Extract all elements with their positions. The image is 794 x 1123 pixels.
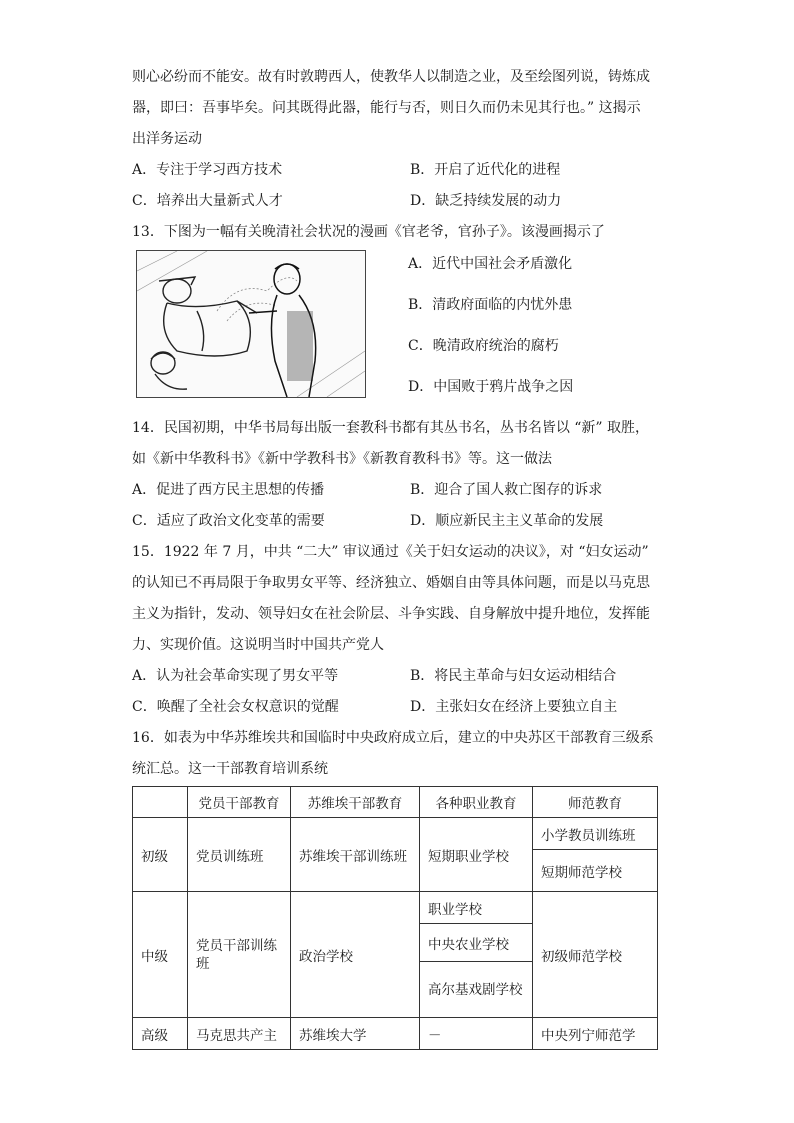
q14-option-b[interactable]: B．迎合了国人救亡图存的诉求 [410, 482, 603, 498]
table-header-cell: 各种职业教育 [420, 787, 533, 818]
table-cell: 马克思共产主 [188, 1018, 291, 1050]
table-row [133, 818, 658, 850]
table-cell: 高尔基戏剧学校 [420, 962, 533, 1018]
q12-line-3: 出洋务运动 [132, 131, 202, 147]
q12-line-1: 则心必纷而不能安。故有时敦聘西人，使教华人以制造之业，及至绘图列说，铸炼成 [132, 69, 650, 85]
q15-line-3: 主义为指针，发动、领导妇女在社会阶层、斗争实践、自身解放中提升地位，发挥能 [132, 606, 650, 622]
q15-option-b[interactable]: B．将民主革命与妇女运动相结合 [410, 668, 617, 684]
table-cell: 中央列宁师范学 [533, 1018, 658, 1050]
table-cell: 苏维埃干部训练班 [291, 818, 420, 892]
table-row [133, 892, 658, 924]
q15-line-2: 的认知已不再局限于争取男女平等、经济独立、婚姻自由等具体问题，而是以马克思 [132, 575, 650, 591]
table-cell: 职业学校 [420, 892, 533, 924]
q14-option-a[interactable]: A．促进了西方民主思想的传播 [132, 482, 325, 498]
q15-options-row-2 [132, 692, 664, 723]
table-cell: 中央农业学校 [420, 924, 533, 962]
table-row [133, 1018, 658, 1050]
q14-options-row-2 [132, 506, 664, 537]
table-header-row [133, 787, 658, 818]
table-cell: 初级师范学校 [533, 892, 658, 1018]
q13-options [408, 248, 573, 412]
question-16 [132, 723, 664, 1050]
table-cell: － [420, 1018, 533, 1050]
question-15 [132, 537, 664, 723]
table-cell: 中级 [133, 892, 188, 1018]
q14-option-c[interactable]: C．适应了政治文化变革的需要 [132, 513, 325, 529]
q14-line-2: 如《新中华教科书》《新中学教科书》《新教育教科书》等。这一做法 [132, 451, 552, 467]
table-cell: 初级 [133, 818, 188, 892]
q12-options-row-2 [132, 186, 664, 217]
table-cell: 短期职业学校 [420, 818, 533, 892]
cartoon-image [136, 250, 366, 398]
table-cell: 高级 [133, 1018, 188, 1050]
table-cell: 党员干部训练班 [188, 892, 291, 1018]
q14-line-1: 14．民国初期，中华书局每出版一套教科书都有其丛书名，丛书名皆以 “新” 取胜， [132, 420, 650, 436]
table-cell: 短期师范学校 [533, 850, 658, 892]
table-cell: 政治学校 [291, 892, 420, 1018]
cartoon-drawing [137, 251, 365, 397]
question-12 [132, 62, 664, 217]
question-14 [132, 413, 664, 537]
q13-stem: 13．下图为一幅有关晚清社会状况的漫画《官老爷，官孙子》。该漫画揭示了 [132, 224, 605, 240]
q13-option-b[interactable]: B．清政府面临的内忧外患 [408, 297, 573, 313]
q15-option-c[interactable]: C．唤醒了全社会女权意识的觉醒 [132, 699, 339, 715]
table-cell: 党员训练班 [188, 818, 291, 892]
q15-option-d[interactable]: D．主张妇女在经济上要独立自主 [410, 699, 618, 715]
table-cell: 小学教员训练班 [533, 818, 658, 850]
q13-option-d[interactable]: D．中国败于鸦片战争之因 [408, 379, 574, 395]
q12-option-c[interactable]: C．培养出大量新式人才 [132, 193, 283, 209]
q16-line-2: 统汇总。这一干部教育培训系统 [132, 761, 328, 777]
q12-options-row-1 [132, 155, 664, 186]
q15-line-4: 力、实现价值。这说明当时中国共产党人 [132, 637, 384, 653]
cadre-education-table [132, 786, 658, 1050]
table-cell: 苏维埃大学 [291, 1018, 420, 1050]
q16-line-1: 16．如表为中华苏维埃共和国临时中央政府成立后，建立的中央苏区干部教育三级系 [132, 730, 654, 746]
table-header-cell: 党员干部教育 [188, 787, 291, 818]
q13-option-a[interactable]: A．近代中国社会矛盾激化 [408, 256, 573, 272]
q15-line-1: 15．1922 年 7 月，中共 “二大” 审议通过《关于妇女运动的决议》，对 “妇女运动” [132, 544, 649, 560]
q15-option-a[interactable]: A．认为社会革命实现了男女平等 [132, 668, 339, 684]
q14-options-row-1 [132, 475, 664, 506]
q12-option-d[interactable]: D．缺乏持续发展的动力 [410, 193, 562, 209]
table-header-cell [133, 787, 188, 818]
table-header-cell: 师范教育 [533, 787, 658, 818]
q12-option-a[interactable]: A．专注于学习西方技术 [132, 162, 283, 178]
q13-option-c[interactable]: C．晚清政府统治的腐朽 [408, 338, 559, 354]
table-header-cell: 苏维埃干部教育 [291, 787, 420, 818]
exam-page [132, 62, 664, 1050]
q14-option-d[interactable]: D．顺应新民主主义革命的发展 [410, 513, 604, 529]
q15-options-row-1 [132, 661, 664, 692]
question-13 [132, 217, 664, 413]
q12-option-b[interactable]: B．开启了近代化的进程 [410, 162, 561, 178]
q12-line-2: 器，即曰：吾事毕矣。问其既得此器，能行与否，则日久而仍未见其行也。” 这揭示 [132, 100, 641, 116]
